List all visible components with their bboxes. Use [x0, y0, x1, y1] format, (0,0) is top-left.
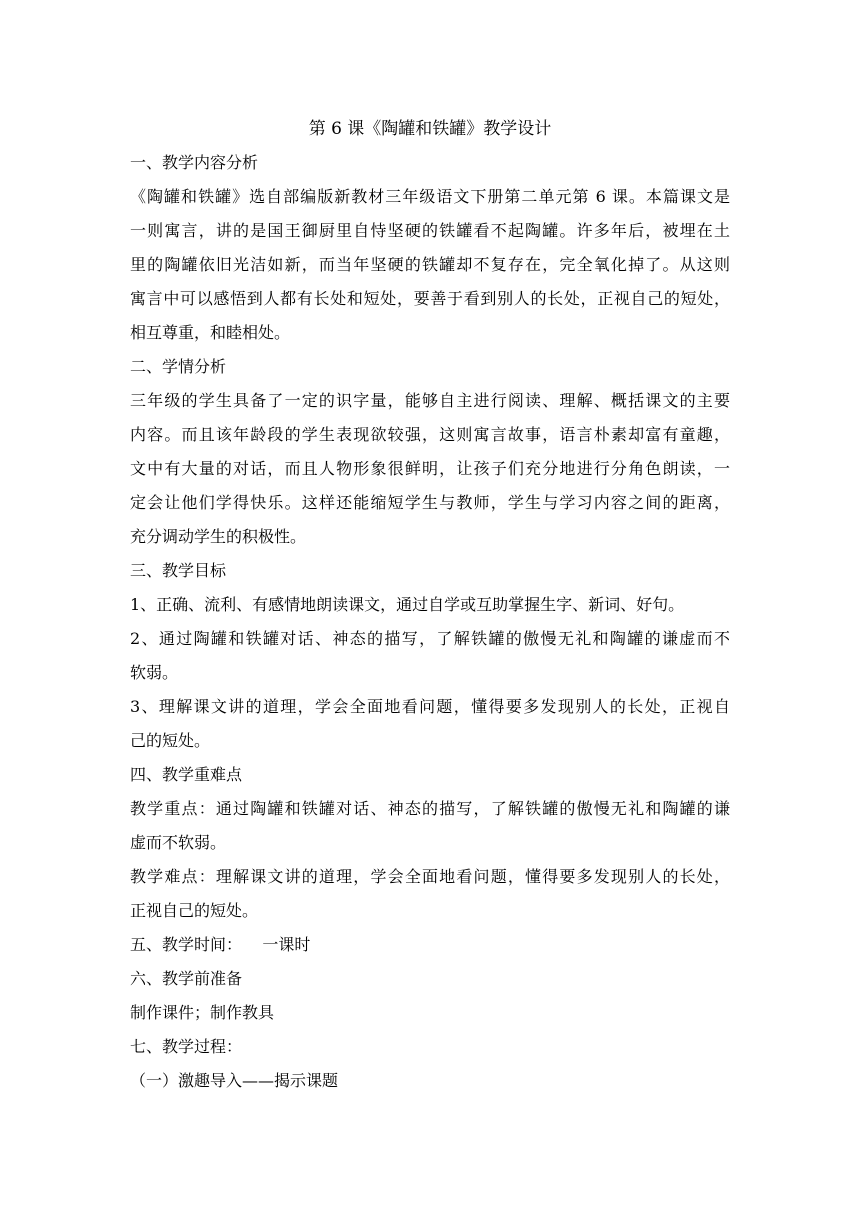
section-heading-key-points: 四、教学重难点	[130, 765, 243, 784]
paragraph-line: 3、理解课文讲的道理，学会全面地看问题，懂得要多发现别人的长处，正视自	[130, 697, 730, 716]
paragraph-line: 寓言中可以感悟到人都有长处和短处，要善于看到别人的长处，正视自己的短处，	[130, 289, 730, 308]
document-page	[130, 112, 730, 1098]
section-heading-preparation: 六、教学前准备	[130, 969, 243, 988]
paragraph-line: 2、通过陶罐和铁罐对话、神态的描写，了解铁罐的傲慢无礼和陶罐的谦虚而不	[130, 629, 730, 648]
paragraph-line: 相互尊重，和睦相处。	[130, 323, 291, 342]
section-heading-teaching-process: 七、教学过程：	[130, 1037, 243, 1056]
paragraph-line: 充分调动学生的积极性。	[130, 527, 307, 546]
paragraph-line: 定会让他们学得快乐。这样还能缩短学生与教师，学生与学习内容之间的距离，	[130, 493, 730, 512]
paragraph-line: 文中有大量的对话，而且人物形象很鲜明，让孩子们充分地进行分角色朗读，一	[130, 459, 730, 478]
paragraph-line: 一则寓言，讲的是国王御厨里自恃坚硬的铁罐看不起陶罐。许多年后，被埋在土	[130, 221, 730, 240]
paragraph-line: 教学难点：理解课文讲的道理，学会全面地看问题，懂得要多发现别人的长处，	[130, 867, 730, 886]
paragraph-line: 己的短处。	[130, 731, 211, 750]
section-heading-content-analysis: 一、教学内容分析	[130, 153, 259, 172]
paragraph-line: （一）激趣导入——揭示课题	[130, 1071, 339, 1090]
paragraph-line: 教学重点：通过陶罐和铁罐对话、神态的描写，了解铁罐的傲慢无礼和陶罐的谦	[130, 799, 730, 818]
section-heading-student-analysis: 二、学情分析	[130, 357, 227, 376]
paragraph-line: 制作课件；制作教具	[130, 1003, 275, 1022]
paragraph-line: 内容。而且该年龄段的学生表现欲较强，这则寓言故事，语言朴素却富有童趣，	[130, 425, 730, 444]
paragraph-line: 1、正确、流利、有感情地朗读课文，通过自学或互助掌握生字、新词、好句。	[130, 595, 685, 614]
paragraph-line: 里的陶罐依旧光洁如新，而当年坚硬的铁罐却不复存在，完全氧化掉了。从这则	[130, 255, 730, 274]
paragraph-line: 虚而不软弱。	[130, 833, 227, 852]
paragraph-line: 正视自己的短处。	[130, 901, 259, 920]
section-heading-teaching-goals: 三、教学目标	[130, 561, 227, 580]
paragraph-line: 《陶罐和铁罐》选自部编版新教材三年级语文下册第二单元第 6 课。本篇课文是	[130, 187, 730, 206]
paragraph-line: 三年级的学生具备了一定的识字量，能够自主进行阅读、理解、概括课文的主要	[130, 391, 730, 410]
paragraph-line: 软弱。	[130, 663, 179, 682]
document-title: 第 6 课《陶罐和铁罐》教学设计	[308, 119, 552, 139]
section-heading-teaching-time: 五、教学时间： 一课时	[130, 935, 311, 954]
